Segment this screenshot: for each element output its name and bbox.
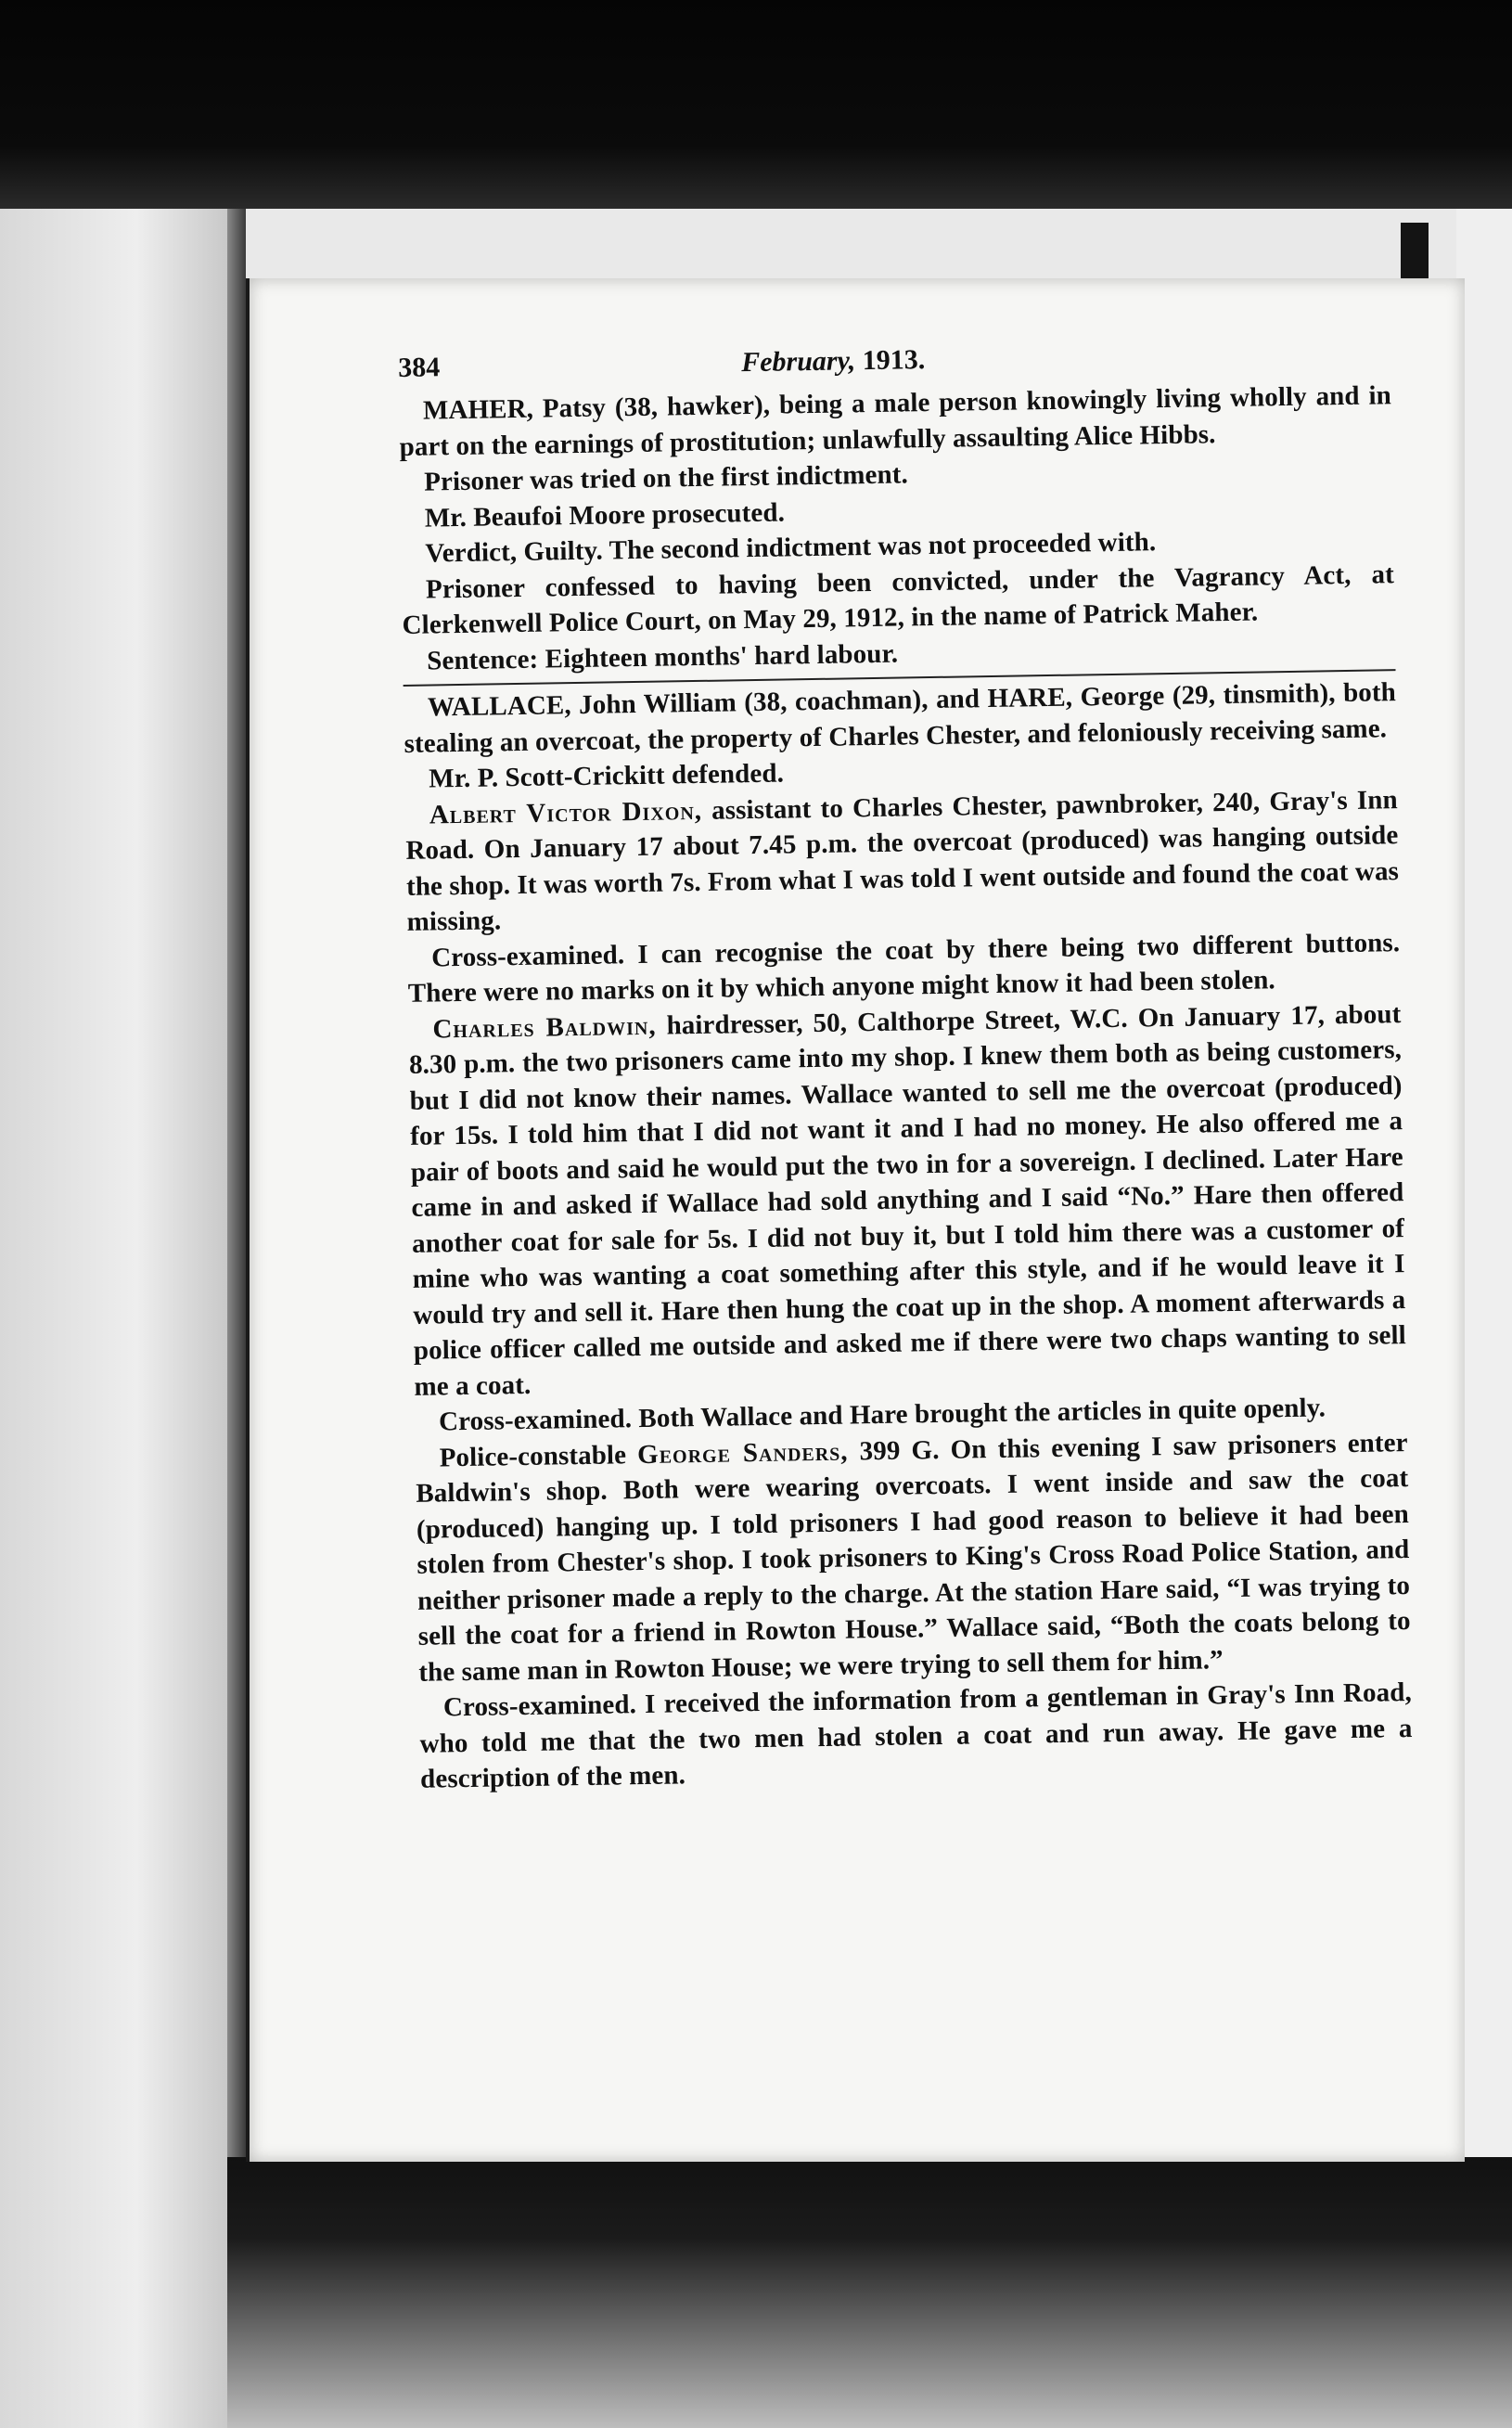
defendant-name: HARE, (987, 682, 1073, 714)
charge-text: Patsy (38, hawker), being a male person knowingly living wholly and in part on the earnings of prostitution; unlawfully assaulting Alice Hibbs. (399, 380, 1392, 462)
sentence-line: Sentence: Eighteen months' hard labour. (426, 638, 899, 676)
scan-border-top (0, 0, 1512, 209)
cross-examination: Cross-examined. I can recognise the coat by there being two different buttons. There were no marks on it by which anyone might know it had been stolen. (407, 927, 1401, 1008)
witness-testimony (408, 996, 1407, 1405)
witness-name: George Sanders, (636, 1436, 849, 1470)
paragraph: Prisoner was tried on the first indictment. (423, 459, 909, 497)
charge-text: George (29, tinsmith), both stealing an overcoat, the property of Charles Chester, and feloniously receiving same. (404, 677, 1397, 759)
witness-testimony (405, 782, 1400, 941)
witness-name: Charles Baldwin, (432, 1010, 657, 1044)
paragraph: Prisoner confessed to having been convicted, under the Vagrancy Act, at Clerkenwell Police Court, on May 29, 1912, in the name of Patrick Maher. (402, 559, 1395, 640)
scan-border-left (0, 209, 227, 2428)
case-wallace-hare (404, 674, 1414, 1797)
witness-prefix: Police-constable (439, 1439, 638, 1472)
defendant-name: WALLACE, (427, 690, 571, 723)
cross-examination: Cross-examined. I received the information from a gentleman in Gray's Inn Road, who told me that the two men had stolen a coat and run away. He gave me a description of the men. (419, 1677, 1413, 1794)
gutter-shadow (227, 209, 246, 2428)
witness-testimony (415, 1425, 1411, 1690)
testimony-text: assistant to Charles Chester, pawnbroker, 240, Gray's Inn Road. On January 17 about 7.45 p.m. the overcoat (produced) was hanging outside the shop. It was worth 7s. From what I was told I went outside and found the coat was missing. (405, 784, 1400, 937)
header-month: February, (740, 345, 856, 379)
header-year: 1913. (862, 344, 926, 377)
cross-examination: Cross-examined. Both Wallace and Hare brought the articles in quite openly. (438, 1393, 1326, 1437)
page-text (398, 337, 1413, 1797)
paragraph: Verdict, Guilty. The second indictment was not proceeded with. (425, 527, 1157, 569)
paragraph: Mr. P. Scott-Crickitt defended. (428, 758, 785, 794)
defendant-name: MAHER, (422, 393, 534, 426)
scan-border-right (1456, 209, 1512, 2428)
heading-text: John William (38, coachman), and (570, 684, 988, 721)
page-header (398, 337, 1390, 384)
page-number: 384 (398, 352, 441, 383)
paragraph: Mr. Beaufoi Moore prosecuted. (424, 496, 786, 533)
testimony-text: 399 G. On this evening I saw prisoners enter Baldwin's shop. Both were wearing overcoats. I went inside and saw the coat (produced) hanging up. I told prisoners I had good reason to believe it had been stolen from Chester's shop. I took prisoners to King's Cross Road Police Station, and neither prisoner made a reply to the charge. At the station Hare said, “I was trying to sell the coat for a friend in Rowton House.” Wallace said, “Both the coats belong to the same man in Rowton House; we were trying to sell them for him.” (416, 1427, 1411, 1688)
book-page (246, 278, 1465, 2162)
scan-border-bottom (227, 2157, 1512, 2428)
testimony-text: hairdresser, 50, Calthorpe Street, W.C. On January 17, about 8.30 p.m. the two prisoners came into my shop. I knew them both as being customers, but I did not know their names. Wallace wanted to sell me the overcoat (produced) for 15s. I told him that I did not want it and I had no money. He also offered me a pair of boots and said he would put the two in for a sovereign. I declined. Later Hare came in and asked if Wallace had sold anything and I said “No.” Hare then offered another coat for sale for 5s. I did not buy it, but I told him there was a customer of mine who was wanting a coat something after this style, and if he would leave it I would try and sell it. Hare then hung the coat up in the shop. A moment afterwards a police officer called me outside and asked me if there were two chaps wanting to sell me a coat. (408, 998, 1407, 1402)
witness-name: Albert Victor Dixon, (429, 795, 703, 830)
case-maher (399, 378, 1396, 679)
